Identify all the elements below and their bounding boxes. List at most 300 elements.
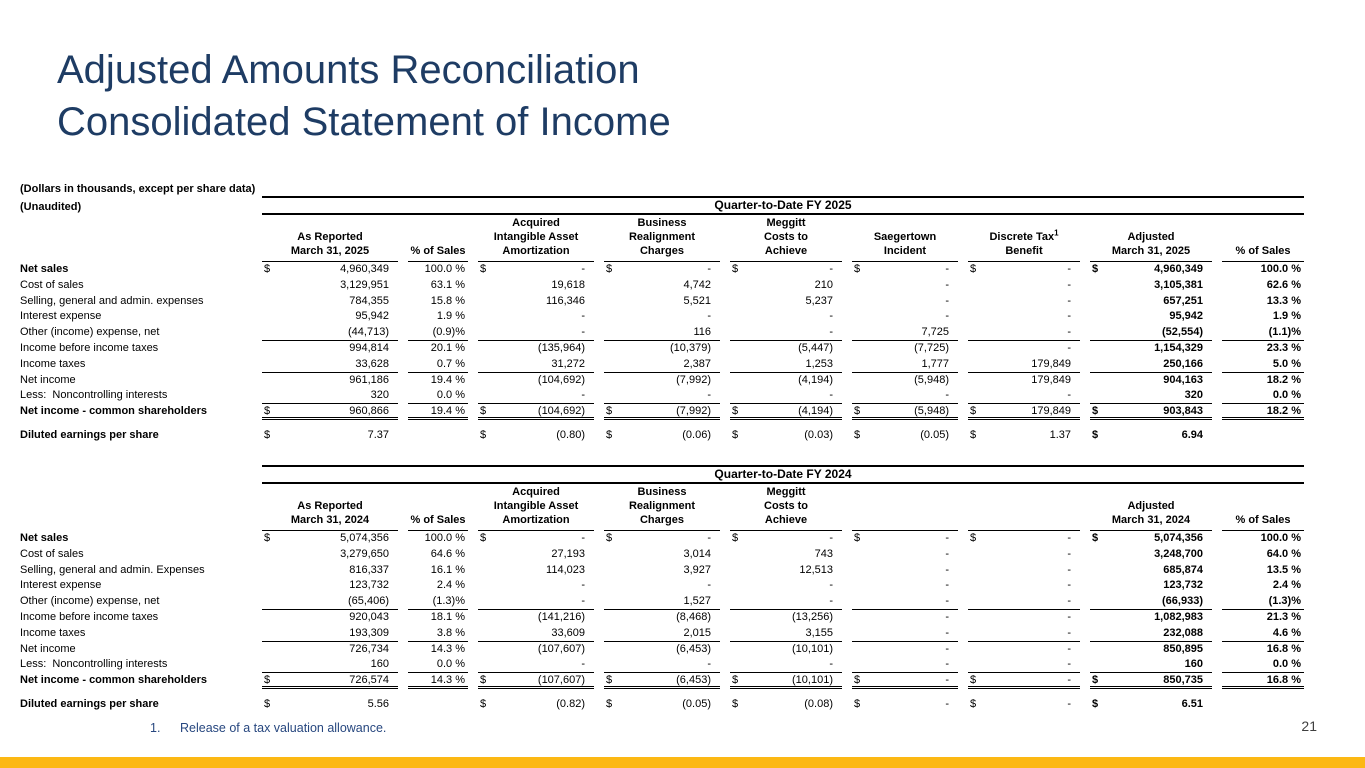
column-header-line — [262, 216, 398, 230]
amount-cell — [730, 594, 842, 610]
dollar-sign — [1090, 610, 1092, 626]
cell-value: - — [1067, 531, 1071, 544]
column-header-line: Realignment — [628, 231, 695, 243]
dollar-sign: $ — [264, 674, 271, 687]
amount-cell — [478, 594, 594, 610]
percent-cell — [1222, 697, 1304, 713]
dollar-sign — [604, 309, 606, 325]
amount-cell — [968, 388, 1080, 404]
dollar-sign — [968, 357, 970, 372]
column-header-line: Business — [637, 217, 687, 229]
column-header-line: Benefit — [1005, 245, 1043, 257]
cell-value: (1.3)% — [1268, 595, 1301, 608]
table-row — [20, 278, 1344, 294]
amount-cell — [968, 578, 1080, 594]
dollar-sign — [730, 341, 732, 357]
cell-value: - — [829, 263, 833, 275]
column-header — [604, 216, 720, 262]
dollar-sign — [262, 325, 264, 340]
amount-cell — [730, 563, 842, 579]
amount-cell — [262, 547, 398, 563]
column-header-line: Intangible Asset — [493, 231, 579, 243]
amount-cell — [604, 594, 720, 610]
dollar-sign — [1090, 373, 1092, 389]
dollar-sign — [730, 325, 732, 340]
cell-value: 2,387 — [683, 357, 711, 370]
amount-cell — [730, 388, 842, 404]
footnote-ref: 1 — [1054, 228, 1059, 238]
row-label: Less: Noncontrolling interests — [20, 658, 168, 671]
percent-cell — [408, 278, 468, 294]
amount-cell — [262, 610, 398, 626]
amount-cell — [1090, 673, 1212, 689]
percent-cell — [408, 642, 468, 658]
column-header-line — [968, 513, 1080, 527]
column-header — [1222, 216, 1304, 262]
column-header — [408, 485, 468, 531]
cell-value: - — [829, 579, 833, 592]
dollar-sign — [968, 594, 970, 609]
cell-value: 193,309 — [349, 626, 389, 639]
cell-value: 1,154,329 — [1154, 341, 1203, 354]
cell-value: 20.1 % — [430, 341, 465, 354]
dollar-sign: $ — [264, 428, 271, 441]
cell-value: 14.3 % — [430, 642, 465, 655]
amount-cell — [478, 357, 594, 373]
amount-cell — [730, 642, 842, 658]
column-header — [730, 485, 842, 531]
dollar-sign — [852, 594, 854, 609]
cell-value: (13,256) — [792, 610, 833, 623]
percent-cell — [408, 657, 468, 673]
cell-value: - — [707, 389, 711, 402]
cell-value: 16.1 % — [430, 563, 465, 576]
cell-value: - — [1067, 658, 1071, 671]
cell-value: 179,849 — [1031, 357, 1071, 370]
amount-cell — [478, 428, 594, 444]
dollar-sign: $ — [970, 263, 977, 275]
percent-cell — [1222, 428, 1304, 444]
cell-value: (0.9)% — [432, 326, 465, 339]
amount-cell — [262, 428, 398, 444]
label-spacer — [20, 465, 262, 484]
table-row — [20, 357, 1344, 373]
amount-cell — [262, 278, 398, 294]
dollar-sign — [478, 341, 480, 357]
percent-cell — [1222, 547, 1304, 563]
percent-cell — [408, 594, 468, 610]
cell-value: (104,692) — [537, 373, 585, 386]
dollar-sign: $ — [970, 428, 977, 441]
amount-cell — [604, 373, 720, 389]
column-header-line: % of Sales — [410, 513, 466, 526]
amount-cell — [852, 262, 958, 278]
column-header-line — [408, 216, 468, 230]
dollar-sign: $ — [970, 531, 977, 544]
cell-value: - — [581, 326, 585, 339]
cell-value: - — [945, 263, 949, 275]
amount-cell — [1090, 388, 1212, 404]
cell-value: - — [1067, 579, 1071, 592]
dollar-sign — [604, 657, 606, 672]
column-header-line — [968, 499, 1080, 513]
dollar-sign — [478, 578, 480, 594]
cell-value: 19.4 % — [430, 373, 465, 386]
column-header — [730, 216, 842, 262]
percent-cell — [1222, 373, 1304, 389]
row-label: Net income — [20, 642, 76, 655]
dollar-sign — [1090, 626, 1092, 641]
cell-value: (1.3)% — [432, 595, 465, 608]
cell-value: 320 — [370, 389, 389, 402]
percent-cell — [1222, 294, 1304, 310]
amount-cell — [478, 626, 594, 642]
percent-cell — [1222, 262, 1304, 278]
cell-value: - — [945, 697, 949, 710]
amount-cell — [604, 357, 720, 373]
dollar-sign — [852, 388, 854, 403]
amount-cell — [478, 657, 594, 673]
cell-value: - — [945, 626, 949, 639]
table-row — [20, 531, 1344, 547]
amount-cell — [852, 404, 958, 420]
dollar-sign — [852, 578, 854, 594]
cell-value: - — [1067, 674, 1071, 687]
amount-cell — [852, 373, 958, 389]
column-header-line: Achieve — [764, 245, 808, 257]
table-row — [20, 657, 1344, 673]
cell-value: 3.8 % — [436, 626, 465, 639]
amount-cell — [1090, 657, 1212, 673]
cell-value: - — [707, 310, 711, 323]
cell-value: (7,992) — [676, 405, 711, 418]
cell-value: 5,074,356 — [1154, 531, 1203, 544]
amount-cell — [262, 673, 398, 689]
amount-cell — [478, 610, 594, 626]
cell-value: 7,725 — [921, 326, 949, 339]
dollar-sign — [262, 373, 264, 389]
cell-value: (6,453) — [676, 642, 711, 655]
amount-cell — [968, 626, 1080, 642]
cell-value: 33,628 — [355, 357, 389, 370]
amount-cell — [262, 626, 398, 642]
amount-cell — [730, 673, 842, 689]
percent-cell — [1222, 341, 1304, 357]
dollar-sign: $ — [854, 697, 861, 710]
cell-value: 12,513 — [799, 563, 833, 576]
cell-value: 784,355 — [349, 294, 389, 307]
percent-cell — [1222, 309, 1304, 325]
cell-value: - — [707, 658, 711, 671]
dollar-sign — [262, 594, 264, 609]
percent-cell — [408, 357, 468, 373]
amount-cell — [478, 531, 594, 547]
percent-cell — [1222, 610, 1304, 626]
amount-cell — [852, 578, 958, 594]
cell-value: - — [945, 278, 949, 291]
amount-cell — [1090, 428, 1212, 444]
cell-value: - — [945, 547, 949, 560]
cell-value: 19,618 — [551, 278, 585, 291]
dollar-sign — [604, 594, 606, 609]
cell-value: 3,248,700 — [1154, 547, 1203, 560]
amount-cell — [604, 309, 720, 325]
column-header-line — [852, 499, 958, 513]
amount-cell — [1090, 626, 1212, 642]
cell-value: (4,194) — [798, 373, 833, 386]
cell-value: - — [707, 579, 711, 592]
amount-cell — [478, 673, 594, 689]
dollar-sign — [1090, 657, 1092, 672]
amount-cell — [968, 531, 1080, 547]
table-row — [20, 373, 1344, 389]
cell-value: - — [945, 595, 949, 608]
amount-cell — [478, 262, 594, 278]
amount-cell — [852, 531, 958, 547]
eps-row — [20, 697, 1344, 713]
amount-cell — [262, 642, 398, 658]
table-row — [20, 673, 1344, 689]
dollar-sign: $ — [480, 428, 487, 441]
cell-value: 2.4 % — [436, 579, 465, 592]
row-label: Income taxes — [20, 626, 86, 639]
amount-cell — [852, 325, 958, 341]
cell-value: 160 — [1184, 658, 1203, 671]
cell-value: - — [581, 389, 585, 402]
cell-value: 4,742 — [683, 278, 711, 291]
cell-value: 63.1 % — [430, 278, 465, 291]
dollar-sign: $ — [854, 405, 861, 418]
cell-value: - — [581, 310, 585, 323]
cell-value: 4,960,349 — [340, 263, 389, 275]
cell-value: 685,874 — [1163, 563, 1203, 576]
dollar-sign — [1090, 341, 1092, 357]
cell-value: (10,101) — [792, 642, 833, 655]
percent-cell — [408, 547, 468, 563]
dollar-sign — [968, 278, 970, 294]
cell-value: - — [1067, 697, 1071, 710]
dollar-sign — [262, 294, 264, 310]
amount-cell — [852, 547, 958, 563]
amount-cell — [730, 578, 842, 594]
cell-value: - — [829, 326, 833, 339]
column-header-line: Saegertown — [873, 231, 937, 243]
dollar-sign: $ — [854, 531, 861, 544]
cell-value: 2.4 % — [1272, 579, 1301, 592]
amount-cell — [1090, 278, 1212, 294]
percent-cell — [408, 531, 468, 547]
column-header — [852, 216, 958, 262]
dollar-sign: $ — [606, 428, 613, 441]
dollar-sign — [262, 341, 264, 357]
cell-value: (0.03) — [804, 428, 833, 441]
amount-cell — [852, 428, 958, 444]
amount-cell — [478, 309, 594, 325]
cell-value: (8,468) — [676, 610, 711, 623]
page-number: 21 — [1301, 718, 1317, 734]
cell-value: 31,272 — [551, 357, 585, 370]
amount-cell — [1090, 642, 1212, 658]
column-header-line — [1222, 230, 1304, 244]
column-header-line: Costs to — [764, 231, 808, 243]
percent-cell — [1222, 278, 1304, 294]
dollar-sign — [852, 325, 854, 340]
cell-value: 1.9 % — [1272, 310, 1301, 323]
column-header-line: Discrete Tax$^1$ — [989, 228, 1059, 243]
cell-value: 3,155 — [805, 626, 833, 639]
amount-cell — [604, 278, 720, 294]
dollar-sign: $ — [732, 263, 739, 275]
percent-cell — [408, 428, 468, 444]
dollar-sign — [968, 325, 970, 340]
cell-value: (4,194) — [798, 405, 833, 418]
table-row — [20, 610, 1344, 626]
amount-cell — [262, 404, 398, 420]
cell-value: 6.94 — [1181, 428, 1203, 441]
column-header-line — [1222, 499, 1304, 513]
amount-cell — [730, 404, 842, 420]
cell-value: 0.0 % — [436, 389, 465, 402]
column-header-line: % of Sales — [1235, 513, 1291, 526]
period-row — [20, 196, 1344, 215]
dollar-sign: $ — [1092, 263, 1099, 275]
cell-value: - — [1067, 595, 1071, 608]
column-header-line — [1090, 485, 1212, 499]
dollar-sign — [478, 388, 480, 403]
amount-cell — [262, 341, 398, 357]
row-label: Selling, general and admin. Expenses — [20, 563, 205, 576]
amount-cell — [968, 697, 1080, 713]
column-header-line — [852, 513, 958, 527]
column-header-line: Meggitt — [766, 485, 806, 498]
amount-cell — [730, 278, 842, 294]
percent-cell — [408, 294, 468, 310]
amount-cell — [968, 325, 1080, 341]
amount-cell — [1090, 531, 1212, 547]
cell-value: 123,732 — [349, 579, 389, 592]
dollar-sign — [730, 610, 732, 626]
dollar-sign — [1090, 325, 1092, 340]
cell-value: 904,163 — [1163, 373, 1203, 386]
amount-cell — [730, 531, 842, 547]
column-header-line — [408, 499, 468, 513]
dollar-sign — [730, 294, 732, 310]
table-row — [20, 594, 1344, 610]
cell-value: 0.0 % — [1272, 658, 1301, 671]
cell-value: (107,607) — [537, 674, 585, 687]
percent-cell — [1222, 673, 1304, 689]
table-row — [20, 626, 1344, 642]
cell-value: 13.3 % — [1266, 294, 1301, 307]
page-title — [57, 44, 671, 148]
dollar-sign: $ — [264, 531, 271, 544]
dollar-sign — [852, 294, 854, 310]
dollar-sign: $ — [264, 405, 271, 418]
cell-value: - — [1067, 563, 1071, 576]
amount-cell — [1090, 341, 1212, 357]
dollar-sign — [478, 278, 480, 294]
row-label: Less: Noncontrolling interests — [20, 389, 168, 402]
percent-cell — [408, 697, 468, 713]
amount-cell — [852, 294, 958, 310]
cell-value: 160 — [370, 658, 389, 671]
cell-value: (44,713) — [348, 326, 389, 339]
dollar-sign — [968, 610, 970, 626]
column-header-line: March 31, 2024 — [290, 513, 370, 526]
amount-cell — [262, 388, 398, 404]
row-label: Interest expense — [20, 310, 102, 323]
cell-value: (5,948) — [914, 405, 949, 418]
cell-value: 5,074,356 — [340, 531, 389, 544]
dollar-sign — [262, 626, 264, 641]
dollar-sign — [730, 278, 732, 294]
row-label: Cost of sales — [20, 278, 84, 291]
table-row — [20, 262, 1344, 278]
cell-value: - — [945, 389, 949, 402]
dollar-sign — [730, 626, 732, 641]
cell-value: (135,964) — [537, 341, 585, 354]
dollar-sign: $ — [732, 428, 739, 441]
row-label: Other (income) expense, net — [20, 326, 160, 339]
dollar-sign — [478, 642, 480, 658]
page-title-line1: Adjusted Amounts Reconciliation — [57, 48, 640, 92]
row-label: Net income — [20, 373, 76, 386]
amount-cell — [730, 325, 842, 341]
row-label: Diluted earnings per share — [20, 428, 159, 441]
dollar-sign — [1090, 309, 1092, 325]
amount-cell — [604, 404, 720, 420]
amount-cell — [604, 578, 720, 594]
dollar-sign — [604, 341, 606, 357]
period-title: Quarter-to-Date FY 2025 — [262, 196, 1304, 215]
dollar-sign — [478, 294, 480, 310]
column-header-line: Adjusted — [1127, 499, 1175, 512]
dollar-sign — [262, 657, 264, 672]
cell-value: 16.8 % — [1266, 642, 1301, 655]
cell-value: 116,346 — [546, 294, 585, 307]
label-spacer — [20, 196, 262, 215]
amount-cell — [1090, 563, 1212, 579]
amount-cell — [730, 373, 842, 389]
amount-cell — [604, 428, 720, 444]
column-header — [262, 216, 398, 262]
cell-value: 816,337 — [349, 563, 389, 576]
column-header-line: As Reported — [297, 231, 363, 243]
cell-value: 114,023 — [546, 563, 585, 576]
cell-value: - — [1067, 547, 1071, 560]
cell-value: - — [1067, 278, 1071, 291]
cell-value: - — [945, 658, 949, 671]
cell-value: 33,609 — [551, 626, 585, 639]
cell-value: - — [1067, 389, 1071, 402]
percent-cell — [1222, 657, 1304, 673]
amount-cell — [1090, 309, 1212, 325]
column-header — [262, 485, 398, 531]
cell-value: - — [1067, 326, 1071, 339]
cell-value: 1,253 — [805, 357, 833, 370]
amount-cell — [1090, 610, 1212, 626]
cell-value: 100.0 % — [424, 531, 465, 544]
dollar-sign — [968, 547, 970, 563]
amount-cell — [262, 657, 398, 673]
cell-value: 0.7 % — [436, 357, 465, 370]
amount-cell — [852, 626, 958, 642]
table-row — [20, 325, 1344, 341]
amount-cell — [604, 673, 720, 689]
amount-cell — [968, 563, 1080, 579]
cell-value: (5,447) — [798, 341, 833, 354]
row-label: Income before income taxes — [20, 610, 159, 623]
